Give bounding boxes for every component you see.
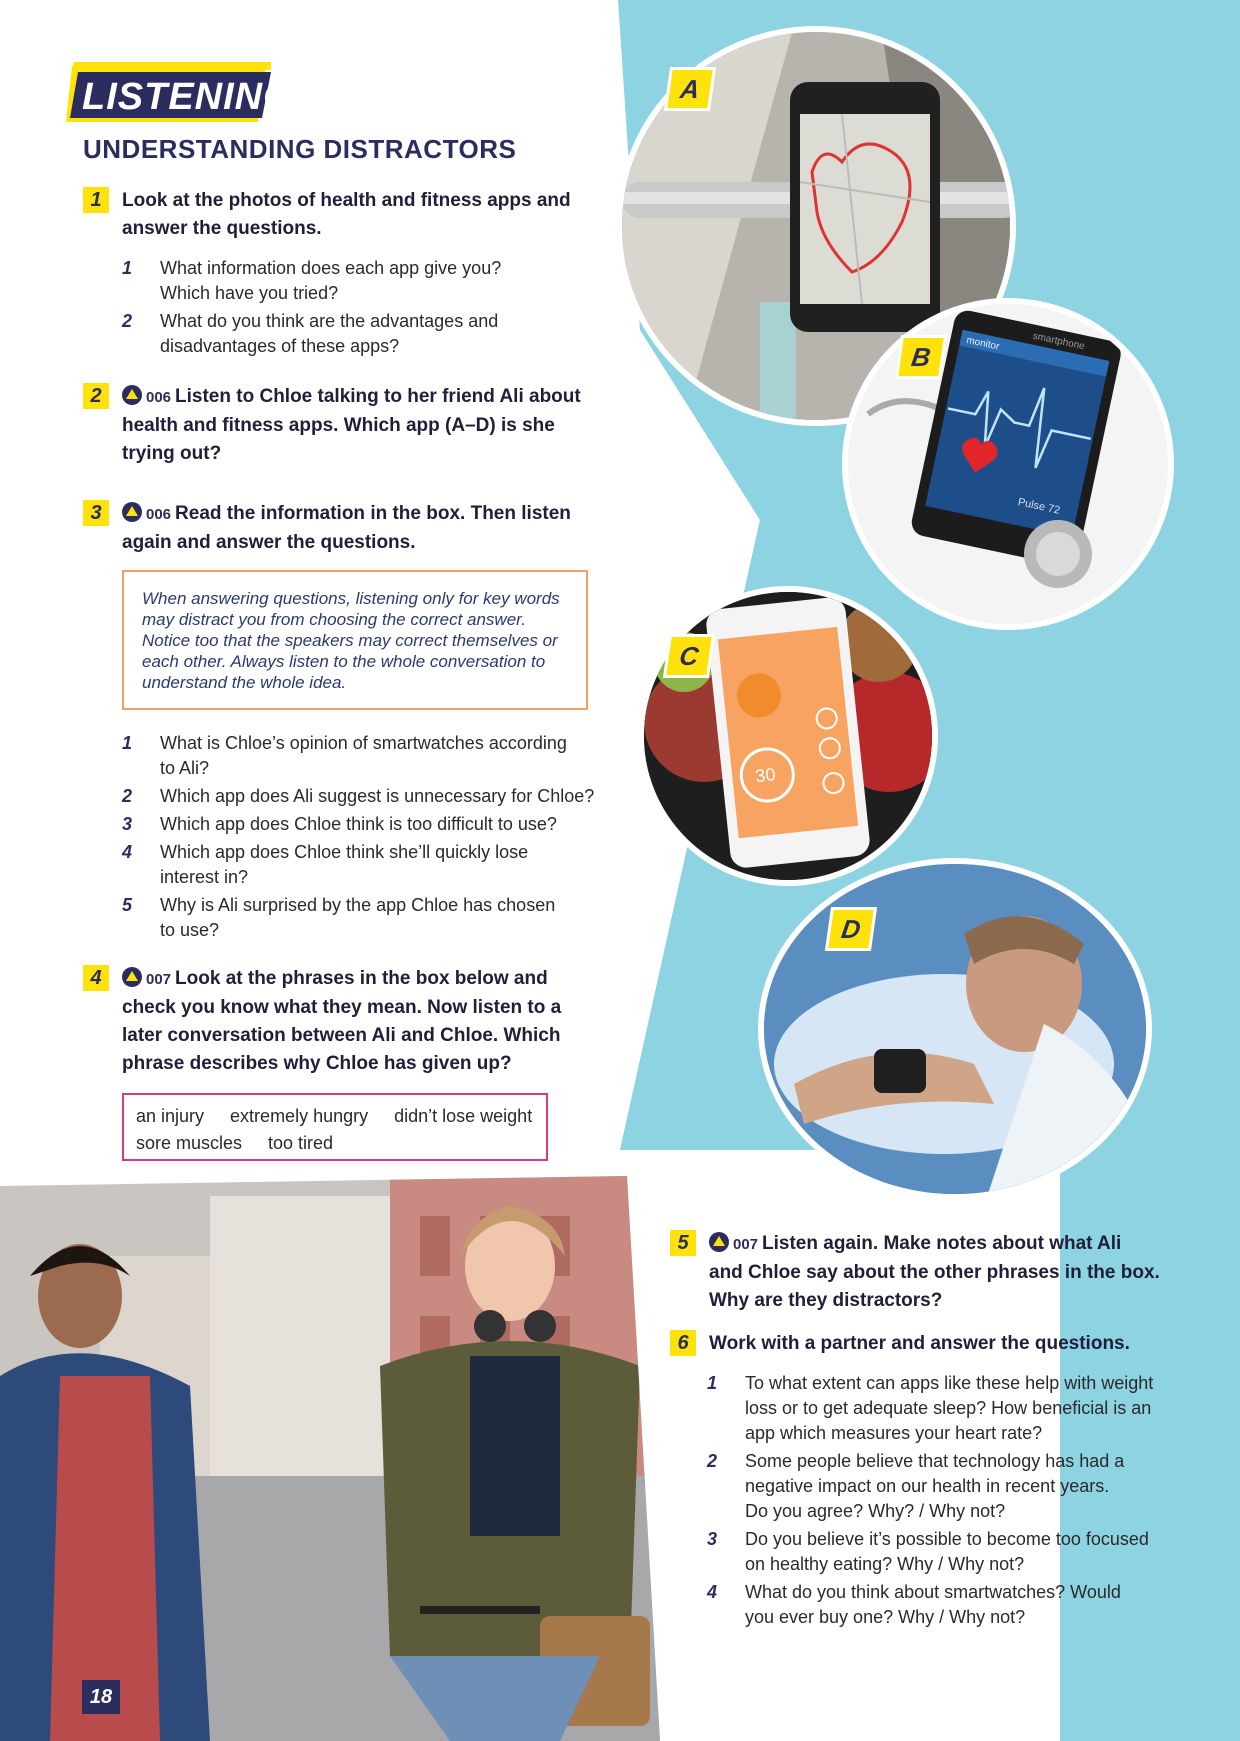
exercise-6-questions [707, 1371, 1187, 1633]
exercise-number: 1 [83, 187, 109, 213]
exercise-instruction: Look at the photos of health and fitness apps and answer the questions. [122, 190, 571, 239]
friends-cycling-street-icon [0, 1176, 660, 1741]
photo-tag-a: A [664, 67, 716, 111]
question-item: 2 What do you think are the advantages and disadvantages of these apps? [122, 311, 499, 356]
question-item: 5 Why is Ali surprised by the app Chloe has chosen to use? [122, 895, 556, 940]
question-item: 1 To what extent can apps like these help with weight loss or to get adequate sleep? How beneficial is an app which measures your heart rate? [707, 1373, 1154, 1443]
exercise-5 [670, 1230, 1170, 1318]
photo-tag-d: D [825, 907, 877, 951]
exercise-3 [83, 500, 613, 560]
track-number: 007 [146, 971, 172, 988]
exercise-6 [670, 1330, 1170, 1362]
photo-d [758, 858, 1152, 1200]
track-number: 006 [146, 389, 172, 406]
photo-tag-c: C [663, 634, 715, 678]
exercise-instruction: 006 Read the information in the box. Then listen again and answer the questions. [122, 503, 571, 553]
audio-icon[interactable] [122, 967, 142, 987]
photo-bottom [0, 1176, 660, 1741]
question-item: 3 Do you believe it’s possible to become too focused on healthy eating? Why / Why not? [707, 1529, 1149, 1574]
audio-icon[interactable] [122, 502, 142, 522]
svg-text:monitor: monitor [965, 334, 1001, 353]
track-number: 006 [146, 506, 172, 523]
exercise-number: 3 [83, 500, 109, 526]
audio-icon[interactable] [122, 385, 142, 405]
page-number: 18 [82, 1680, 120, 1714]
page-subtitle: UNDERSTANDING DISTRACTORS [83, 134, 517, 164]
exercise-number: 5 [670, 1230, 696, 1256]
question-item: 2 Some people believe that technology has had a negative impact on our health in recent years. Do you agree? Why? / Why not? [707, 1451, 1125, 1521]
exercise-number: 2 [83, 383, 109, 409]
exercise-1 [83, 187, 603, 247]
exercise-number: 4 [83, 965, 109, 991]
svg-text:Pulse 72: Pulse 72 [1016, 496, 1062, 517]
exercise-instruction: Work with a partner and answer the questions. [709, 1333, 1130, 1354]
phrase-box: an injury extremely hungry didn’t lose weight sore muscles too tired [122, 1093, 548, 1161]
question-item: 2 Which app does Ali suggest is unnecessary for Chloe? [122, 786, 595, 806]
audio-icon[interactable] [709, 1232, 729, 1252]
exercise-instruction: 007 Listen again. Make notes about what Ali and Chloe say about the other phrases in the box. Why are they distractors? [709, 1233, 1160, 1311]
exercise-4 [83, 965, 613, 1081]
sleeping-man-smartwatch-icon [764, 864, 1152, 1200]
question-item: 3 Which app does Chloe think is too difficult to use? [122, 814, 557, 834]
track-number: 007 [733, 1236, 759, 1253]
photo-b [842, 298, 1174, 630]
question-item: 1 What is Chloe’s opinion of smartwatches according to Ali? [122, 733, 567, 778]
exercise-number: 6 [670, 1330, 696, 1356]
tip-box: When answering questions, listening only for key words may distract you from choosing the correct answer. Notice too that the speakers may correct themselves or each other. Always listen to the whole conversation to understand the whole idea. [122, 570, 588, 710]
section-tag [66, 62, 294, 122]
photo-tag-b: B [895, 335, 947, 379]
svg-text:smartphone: smartphone [1031, 330, 1086, 353]
exercise-3-questions [122, 731, 602, 946]
exercise-1-questions [122, 256, 592, 362]
photo-c [638, 586, 938, 886]
question-item: 1 What information does each app give you? Which have you tried? [122, 258, 502, 303]
question-item: 4 Which app does Chloe think she’ll quickly lose interest in? [122, 842, 529, 887]
heart-monitor-phone-icon [848, 304, 1174, 630]
section-title: LISTENING [82, 76, 294, 118]
exercise-instruction: 006 Listen to Chloe talking to her friend Ali about health and fitness apps. Which app (A–D) is she trying out? [122, 386, 581, 464]
question-item: 4 What do you think about smartwatches? Would you ever buy one? Why / Why not? [707, 1582, 1121, 1627]
exercise-instruction: 007 Look at the phrases in the box below and check you know what they mean. Now listen to a later conversation between Ali and Chloe. Which phrase describes why Chloe has given up? [122, 968, 562, 1074]
svg-text:30: 30 [754, 764, 777, 787]
exercise-2 [83, 383, 613, 471]
